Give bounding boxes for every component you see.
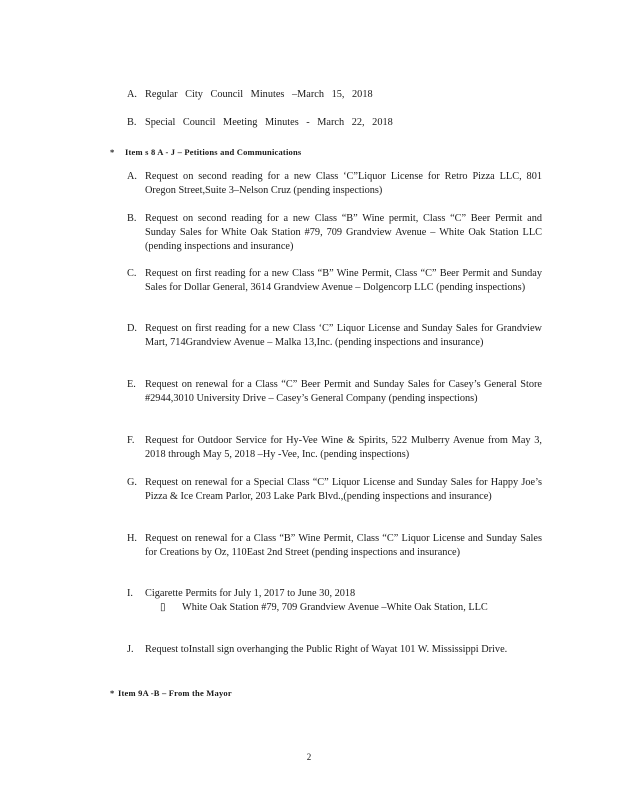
item-text: Request on first reading for a new Class “B” Wine Permit, Class “C” Beer Permit and Sunday Sales for Dollar General, 3614 Grandview Avenue – Dolgencorp LLC (pending inspections) bbox=[145, 268, 542, 293]
item-text: Regular City Council Minutes –March 15, 2018 bbox=[145, 89, 373, 100]
page-number: 2 bbox=[306, 752, 312, 762]
item-text: Request on first reading for a new Class ‘C” Liquor License and Sunday Sales for Grandview Mart, 714Grandview Avenue – Malka 13,Inc. (pending inspections and insurance) bbox=[145, 323, 542, 348]
item-text: Request toInstall sign overhanging the Public Right of Wayat 101 W. Mississippi Drive. bbox=[145, 644, 508, 655]
section-title: Item 9A -B – From the Mayor bbox=[118, 688, 232, 698]
section-bullet: * bbox=[110, 147, 115, 157]
item-text: Request for Outdoor Service for Hy-Vee Wine & Spirits, 522 Mulberry Avenue from May 3, 2018 through May 5, 2018 –Hy -Vee, Inc. (pending inspections) bbox=[145, 435, 542, 460]
item-letter: C. bbox=[127, 268, 137, 279]
item-letter: F. bbox=[127, 435, 135, 446]
item-text: Cigarette Permits for July 1, 2017 to June 30, 2018 bbox=[145, 588, 356, 599]
item-text: Request on renewal for a Special Class “C” Liquor License and Sunday Sales for Happy Joe’s Pizza & Ice Cream Parlor, 203 Lake Park Blvd.,(pending inspections and insurance) bbox=[145, 477, 542, 502]
subitem-text: White Oak Station #79, 709 Grandview Avenue –White Oak Station, LLC bbox=[182, 602, 488, 613]
bullet-box-icon: ▯ bbox=[160, 602, 166, 613]
section-title: Item s 8 A - J – Petitions and Communications bbox=[125, 147, 302, 157]
item-text: Special Council Meeting Minutes - March 22, 2018 bbox=[145, 117, 393, 128]
item-letter: B. bbox=[127, 117, 137, 128]
item-letter: B. bbox=[127, 213, 137, 224]
item-letter: E. bbox=[127, 379, 136, 390]
item-letter: A. bbox=[127, 171, 138, 182]
item-text: Request on second reading for a new Class “B” Wine permit, Class “C” Beer Permit and Sunday Sales for White Oak Station #79, 709 Grandview Avenue – White Oak Station LLC (pending inspections and insurance) bbox=[145, 213, 542, 252]
item-text: Request on renewal for a Class “C” Beer Permit and Sunday Sales for Casey’s General Store #2944,3010 University Drive – Casey’s General Company (pending inspections) bbox=[145, 379, 542, 404]
item-letter: A. bbox=[127, 89, 138, 100]
item-letter: I. bbox=[127, 588, 134, 599]
item-text: Request on renewal for a Class “B” Wine Permit, Class “C” Liquor License and Sunday Sales for Creations by Oz, 110East 2nd Street (pending inspections and insurance) bbox=[145, 533, 542, 558]
item-letter: D. bbox=[127, 323, 138, 334]
item-letter: J. bbox=[127, 644, 134, 655]
item-letter: H. bbox=[127, 533, 138, 544]
section-bullet: * bbox=[110, 688, 115, 698]
item-letter: G. bbox=[127, 477, 138, 488]
item-text: Request on second reading for a new Class ‘C”Liquor License for Retro Pizza LLC, 801 Oregon Street,Suite 3–Nelson Cruz (pending inspections) bbox=[145, 171, 542, 196]
